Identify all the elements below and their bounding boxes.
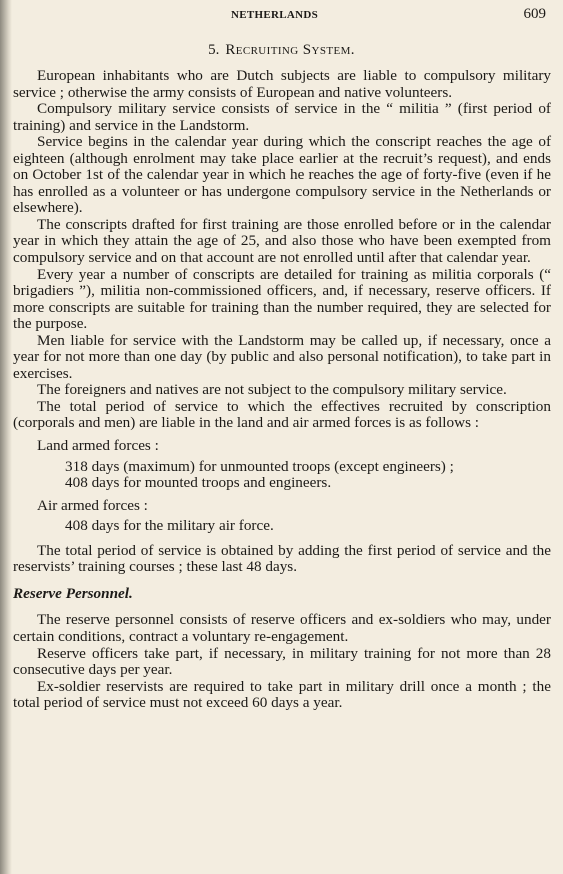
reserve-personnel-heading: Reserve Personnel. [13, 584, 133, 602]
paragraph: The foreigners and natives are not subject to the compulsory military service. [37, 381, 507, 399]
paragraph: The total period of service to which the effectives recruited by conscription (corporals and men) are liable in the land and air armed forces is as follows : [13, 397, 551, 432]
section-title: Recruiting System. [225, 42, 355, 58]
paragraph: Reserve officers take part, if necessary, in military training for not more than 28 consecutive days per year. [13, 644, 551, 679]
running-head [0, 6, 563, 26]
section-number: 5. [208, 42, 220, 58]
land-forces-item: 318 days (maximum) for unmounted troops (except engineers) ; [65, 457, 454, 475]
running-title: NETHERLANDS [231, 9, 319, 21]
air-forces-heading: Air armed forces : [37, 496, 148, 514]
paragraph: The conscripts drafted for first training are those enrolled before or in the calendar year in which they attain the age of 25, and also those who have been exempted from compulsory service and on that account are not enrolled until after that calendar year. [13, 215, 551, 267]
paragraph: Every year a number of conscripts are detailed for training as militia corporals (“ brigadiers ”), militia non-commissioned officers, and, if necessary, reserve officers. If more conscripts are suitable for training than the number required, they are selected for the purpose. [13, 265, 551, 333]
section-heading [0, 42, 563, 59]
total-period-note: The total period of service is obtained by adding the first period of service and the reservists’ training courses ; these last 48 days. [13, 541, 551, 576]
paragraph: Ex-soldier reservists are required to take part in military drill once a month ; the total period of service must not exceed 60 days a year. [13, 677, 551, 712]
paragraph: Men liable for service with the Landstorm may be called up, if necessary, once a year for not more than one day (by public and also personal notification), to take part in exercises. [13, 331, 551, 382]
paragraph: Service begins in the calendar year during which the conscript reaches the age of eighteen (although enrolment may take place earlier at the recruit’s request), and ends on October 1st of the calendar year in which he reaches the age of forty-five (even if he has enrolled as a volunteer or has undergone compulsory service in the Netherlands or elsewhere). [13, 133, 551, 217]
land-forces-heading: Land armed forces : [37, 437, 159, 455]
page-number: 609 [523, 6, 546, 22]
paragraph: European inhabitants who are Dutch subjects are liable to compulsory military service ; otherwise the army consists of European and native volunteers. [13, 67, 551, 101]
body-text [13, 68, 551, 712]
air-forces-item: 408 days for the military air force. [65, 517, 274, 535]
land-forces-item: 408 days for mounted troops and engineers. [65, 474, 332, 492]
binding-shadow [0, 0, 12, 874]
paragraph: Compulsory military service consists of service in the “ militia ” (first period of training) and service in the Landstorm. [13, 100, 551, 134]
paragraph: The reserve personnel consists of reserve officers and ex-soldiers who may, under certain conditions, contract a voluntary re-engagement. [13, 611, 551, 645]
